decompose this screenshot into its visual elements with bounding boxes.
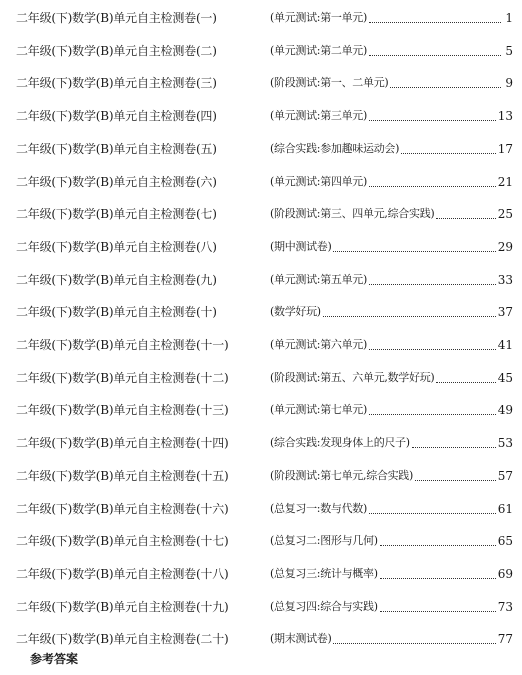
dot-leader	[412, 446, 496, 448]
toc-entry-page-number: 37	[497, 305, 513, 320]
dot-leader	[380, 544, 496, 546]
toc-entry-page-number: 25	[497, 207, 513, 222]
toc-entry-title: 二年级(下)数学(B)单元自主检测卷(十四)	[16, 436, 229, 451]
toc-entry-page-number: 45	[497, 370, 513, 385]
toc-entry-page-number: 69	[497, 566, 513, 581]
toc-entry[interactable]	[16, 37, 513, 59]
toc-entry-title: 二年级(下)数学(B)单元自主检测卷(二)	[16, 43, 217, 58]
toc-entry-title: 二年级(下)数学(B)单元自主检测卷(五)	[16, 141, 217, 156]
toc-entry-title: 二年级(下)数学(B)单元自主检测卷(九)	[16, 272, 217, 287]
toc-entry[interactable]	[16, 266, 513, 288]
toc-entry[interactable]	[16, 429, 513, 451]
toc-entry-title: 二年级(下)数学(B)单元自主检测卷(十六)	[16, 501, 229, 516]
toc-entry-page-number: 53	[497, 436, 513, 451]
toc-entry-note: (数学好玩)	[270, 305, 321, 319]
dot-leader	[333, 250, 495, 252]
toc-entry[interactable]	[16, 396, 513, 418]
toc-entry-note: (总复习二:图形与几何)	[270, 534, 378, 548]
dot-leader	[323, 315, 496, 317]
toc-entry-note: (综合实践:参加趣味运动会)	[270, 141, 400, 155]
toc-entry[interactable]	[16, 102, 513, 124]
toc-entry-page-number: 77	[497, 632, 513, 647]
toc-entry[interactable]	[16, 364, 513, 386]
toc-entry-note: (单元测试:第三单元)	[270, 109, 367, 123]
toc-entry-page-number: 13	[497, 109, 513, 124]
toc-entry-page-number: 33	[497, 272, 513, 287]
dot-leader	[369, 185, 496, 187]
dot-leader	[369, 119, 496, 121]
toc-entry[interactable]	[16, 298, 513, 320]
toc-entry-page-number: 65	[497, 534, 513, 549]
toc-entry-page-number: 57	[497, 468, 513, 483]
toc-entry-title: 二年级(下)数学(B)单元自主检测卷(十五)	[16, 468, 229, 483]
toc-entry-note: (阶段测试:第七单元,综合实践)	[270, 468, 413, 482]
toc-entry-title: 二年级(下)数学(B)单元自主检测卷(一)	[16, 11, 217, 25]
toc-entry[interactable]	[16, 331, 513, 353]
toc-entry[interactable]	[16, 560, 513, 582]
toc-entry-note: (单元测试:第七单元)	[270, 403, 367, 417]
toc-entry[interactable]	[16, 593, 513, 615]
toc-entry-page-number: 61	[497, 501, 513, 516]
toc-entry[interactable]	[16, 495, 513, 517]
toc-entry-title: 二年级(下)数学(B)单元自主检测卷(十七)	[16, 534, 229, 549]
toc-entry-note: (单元测试:第六单元)	[270, 338, 367, 351]
toc-entry[interactable]	[16, 462, 513, 484]
toc-entry-page-number: 5	[505, 43, 513, 58]
toc-entry[interactable]	[16, 135, 513, 157]
answers-heading[interactable]: 参考答案	[30, 652, 79, 666]
dot-leader	[380, 577, 496, 579]
toc-entry[interactable]	[16, 168, 513, 190]
toc-entry-title: 二年级(下)数学(B)单元自主检测卷(十)	[16, 305, 217, 320]
toc-entry[interactable]	[16, 625, 513, 647]
toc-entry-note: (单元测试:第四单元)	[270, 174, 367, 188]
toc-entry-page-number: 29	[497, 239, 513, 254]
dot-leader	[369, 283, 496, 285]
toc-entry-page-number: 9	[505, 76, 513, 91]
toc-entry[interactable]	[16, 233, 513, 255]
dot-leader	[369, 413, 496, 415]
toc-entry-note: (单元测试:第二单元)	[270, 43, 367, 57]
toc-entry-note: (阶段测试:第三、四单元,综合实践)	[270, 207, 435, 221]
dot-leader	[369, 21, 501, 23]
toc-entry-page-number: 73	[497, 599, 513, 614]
dot-leader	[415, 479, 496, 481]
toc-entry-page-number: 49	[497, 403, 513, 418]
toc-entry-title: 二年级(下)数学(B)单元自主检测卷(三)	[16, 76, 217, 91]
toc-entry-note: (综合实践:发现身体上的尺子)	[270, 436, 410, 450]
toc-entry-title: 二年级(下)数学(B)单元自主检测卷(八)	[16, 239, 217, 254]
toc-entry-page-number: 41	[497, 338, 513, 352]
toc-entry-title: 二年级(下)数学(B)单元自主检测卷(十九)	[16, 599, 229, 614]
dot-leader	[380, 610, 496, 612]
toc-entry-note: (总复习四:综合与实践)	[270, 599, 378, 613]
toc-entry-title: 二年级(下)数学(B)单元自主检测卷(二十)	[16, 632, 229, 647]
toc-entry-page-number: 17	[497, 141, 513, 156]
dot-leader	[333, 642, 495, 644]
toc-entry-title: 二年级(下)数学(B)单元自主检测卷(六)	[16, 174, 217, 189]
toc-entry-title: 二年级(下)数学(B)单元自主检测卷(七)	[16, 207, 217, 222]
toc-entry-note: (阶段测试:第一、二单元)	[270, 76, 389, 90]
dot-leader	[436, 217, 495, 219]
toc-entry-title: 二年级(下)数学(B)单元自主检测卷(十三)	[16, 403, 229, 418]
toc-entry[interactable]	[16, 200, 513, 222]
toc-entry-title: 二年级(下)数学(B)单元自主检测卷(十一)	[16, 338, 229, 352]
toc-entry[interactable]	[16, 4, 513, 26]
toc-entry-page-number: 1	[505, 11, 513, 25]
toc-entry-title: 二年级(下)数学(B)单元自主检测卷(四)	[16, 109, 217, 124]
toc-entry[interactable]	[16, 527, 513, 549]
toc-entry-note: (总复习一:数与代数)	[270, 501, 367, 515]
dot-leader	[369, 348, 496, 350]
toc-entry-page-number: 21	[497, 174, 513, 189]
toc-entry-title: 二年级(下)数学(B)单元自主检测卷(十八)	[16, 566, 229, 581]
toc-entry-note: (总复习三:统计与概率)	[270, 566, 378, 580]
dot-leader	[369, 54, 501, 56]
toc-entry-note: (期中测试卷)	[270, 239, 332, 253]
toc-entry-note: (单元测试:第一单元)	[270, 11, 367, 24]
toc-entry-note: (单元测试:第五单元)	[270, 272, 367, 286]
dot-leader	[436, 381, 495, 383]
dot-leader	[369, 512, 496, 514]
toc-entry-note: (阶段测试:第五、六单元,数学好玩)	[270, 370, 435, 384]
dot-leader	[390, 86, 501, 88]
toc-entry-title: 二年级(下)数学(B)单元自主检测卷(十二)	[16, 370, 229, 385]
toc-entry[interactable]	[16, 69, 513, 91]
toc-entry-note: (期末测试卷)	[270, 632, 332, 646]
dot-leader	[401, 152, 496, 154]
